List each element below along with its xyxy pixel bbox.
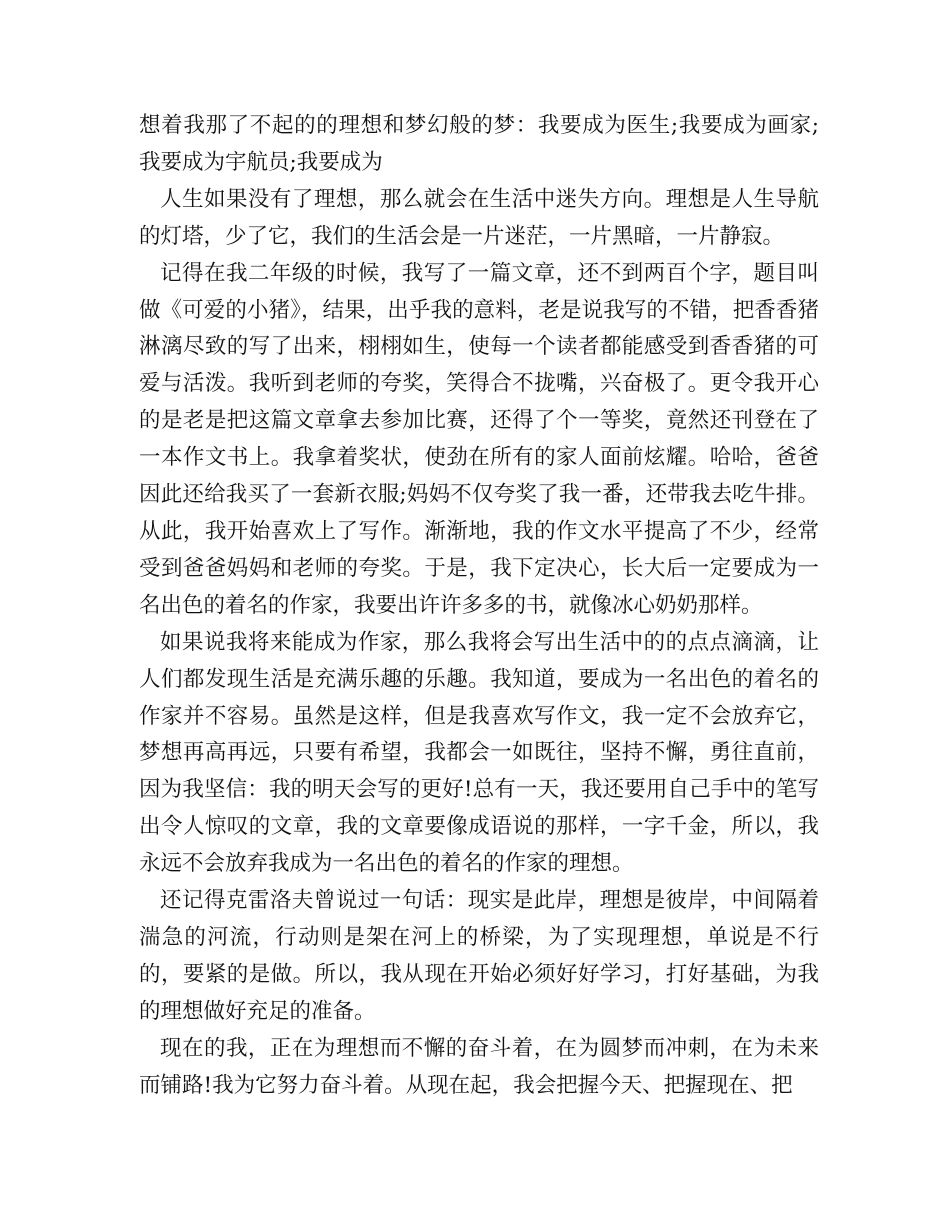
paragraph-3: 记得在我二年级的时候，我写了一篇文章，还不到两百个字，题目叫做《可爱的小猪》，结果，出乎我的意料，老是说我写的不错，把香香猪淋漓尽致的写了出来，栩栩如生，使每一个读者都能感受到香香猪的可爱与活泼。我听到老师的夸奖，笑得合不拢嘴，兴奋极了。更令我开心的是老是把这篇文章拿去参加比赛，还得了个一等奖，竟然还刊登在了一本作文书上。我拿着奖状，使劲在所有的家人面前炫耀。哈哈，爸爸因此还给我买了一套新衣服;妈妈不仅夸奖了我一番，还带我去吃牛排。从此，我开始喜欢上了写作。渐渐地，我的作文水平提高了不少，经常受到爸爸妈妈和老师的夸奖。于是，我下定决心，长大后一定要成为一名出色的着名的作家，我要出许许多多的书，就像冰心奶奶那样。 bbox=[139, 260, 819, 618]
paragraph-2: 人生如果没有了理想，那么就会在生活中迷失方向。理想是人生导航的灯塔，少了它，我们的生活会是一片迷茫，一片黑暗，一片静寂。 bbox=[139, 186, 819, 249]
document-body bbox=[139, 108, 819, 1104]
paragraph-6: 现在的我，正在为理想而不懈的奋斗着，在为圆梦而冲刺，在为未来而铺路!我为它努力奋斗着。从现在起，我会把握今天、把握现在、把 bbox=[139, 1035, 819, 1098]
paragraph-1: 想着我那了不起的的理想和梦幻般的梦：我要成为医生;我要成为画家;我要成为宇航员;我要成为 bbox=[139, 113, 819, 175]
paragraph-5: 还记得克雷洛夫曾说过一句话：现实是此岸，理想是彼岸，中间隔着湍急的河流，行动则是架在河上的桥梁，为了实现理想，单说是不行的，要紧的是做。所以，我从现在开始必须好好学习，打好基础，为我的理想做好充足的准备。 bbox=[139, 888, 819, 1024]
paragraph-4: 如果说我将来能成为作家，那么我将会写出生活中的的点点滴滴，让人们都发现生活是充满乐趣的乐趣。我知道，要成为一名出色的着名的作家并不容易。虽然是这样，但是我喜欢写作文，我一定不会放弃它，梦想再高再远，只要有希望，我都会一如既往，坚持不懈，勇往直前，因为我坚信：我的明天会写的更好!总有一天，我还要用自己手中的笔写出令人惊叹的文章，我的文章要像成语说的那样，一字千金，所以，我永远不会放弃我成为一名出色的着名的作家的理想。 bbox=[139, 629, 819, 877]
